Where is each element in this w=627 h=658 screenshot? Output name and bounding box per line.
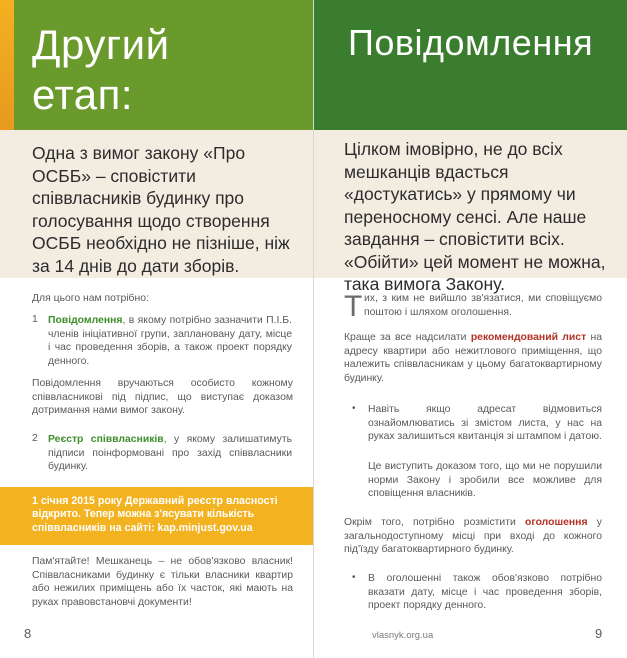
right-bullet-2: В оголошенні також обов'язково потрібно вказати дату, місце і час проведення зборів, проект порядку денного. [368,573,602,612]
left-footer-paragraph: Пам'ятайте! Мешканець – не обов'язково власник! Співвласниками будинку є тільки власники квартир або нежилих приміщень або їх часток, які мають на руках правовстановчі документи! [32,556,293,608]
registry-notice-text: 1 січня 2015 року Державний реєстр власності відкрито. Тепер можна з'ясувати кількість співвласників на сайті: kap.minjust.gov.ua [32,495,278,534]
announcement-highlight: оголошення [525,517,588,528]
page-number-right: 9 [595,626,603,641]
accent-stripe [0,0,14,130]
right-bullet-1-continuation: Це виступить доказом того, що ми не порушили норми Закону і зробили все можливе для сповіщення власників. [368,461,602,500]
item1-title: Повідомлення [48,315,123,326]
bullet-2: • [352,572,356,583]
right-header-title: Повідомлення [348,22,594,63]
drop-cap: Т [344,290,363,323]
item1-number: 1 [32,314,38,325]
right-intro-band [314,130,627,294]
right-header [314,0,627,130]
bullet-1: • [352,403,356,414]
right-paragraph-1: их, з ким не вийшло зв'язатися, ми сповіщуємо поштою і шляхом оголошення. [364,293,602,318]
item2-text: Реєстр співвласників, у якому залишатимуть підписи поінформовані про захід співвласники будинку. [48,434,292,473]
right-paragraph-3: Окрім того, потрібно розмістити оголошення у загальнодоступному місці при вході до кожного під'їзду багатоквартирного будинку. [344,517,602,556]
registered-letter-highlight: рекомендований лист [470,332,587,343]
item2-number: 2 [32,433,38,444]
left-lead: Для цього нам потрібно: [32,293,149,304]
right-page [314,0,627,658]
page-number-left: 8 [24,626,32,641]
item2-title: Реєстр співвласників [48,434,164,445]
left-paragraph: Повідомлення вручаються особисто кожному співвласникові під підпис, що виступає доказом дотримання нами вимог закону. [32,378,293,417]
registry-notice-box [0,487,313,545]
right-bullet-1: Навіть якщо адресат відмовиться ознайомлюватись зі змістом листа, у нас на руках залишиться квитанція зі штампом і датою. [368,404,602,443]
left-intro-text: Одна з вимог закону «Про ОСББ» – сповістити співвласників будинку про голосування щодо створення ОСББ необхідно не пізніше, ніж за 14 днів до дати зборів. [32,143,290,276]
item1-text: Повідомлення, в якому потрібно зазначити П.І.Б. членів ініціативної групи, заплановану дату, місце і час проведення зборів, а також проект порядку денного. [48,315,292,367]
left-page [0,0,313,658]
left-header-title: Другий етап: [32,21,170,118]
left-header [0,0,313,130]
right-paragraph-2: Краще за все надсилати рекомендований лист на адресу квартири або нежитлового приміщення, що належить співвласникам у цьому багатоквартирному будинку. [344,332,603,384]
website-footer: vlasnyk.org.ua [372,630,434,641]
right-intro-text: Цілком імовірно, не до всіх мешканців вдасться «достукатись» у прямому чи переносному сенсі. Але наше завдання – сповістити всіх. «Обійти» цей момент не можна, така вимога Закону. [344,139,606,294]
left-intro-band [0,130,313,278]
